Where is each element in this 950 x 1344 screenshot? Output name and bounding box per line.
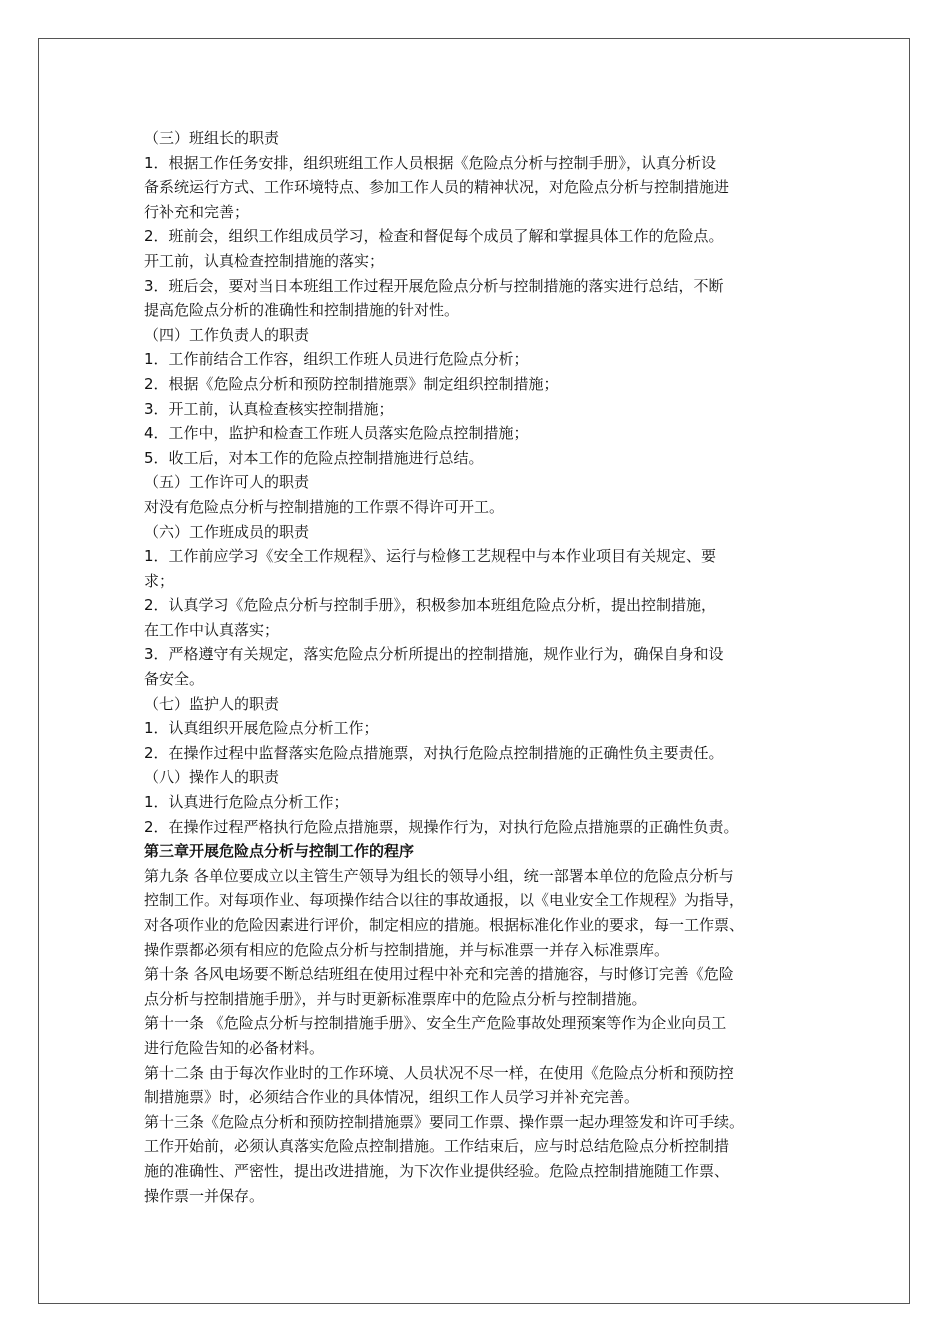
text-line: 第十条 各风电场要不断总结班组在使用过程中补充和完善的措施容，与时修订完善《危险: [144, 965, 734, 984]
section-heading: （五）工作许可人的职责: [144, 473, 310, 492]
section-heading: （七）监护人的职责: [144, 694, 280, 713]
text-line: 3．严格遵守有关规定，落实危险点分析所提出的控制措施，规作业行为，确保自身和设: [144, 645, 724, 664]
text-line: 第九条 各单位要成立以主管生产领导为组长的领导小组，统一部署本单位的危险点分析与: [144, 866, 734, 885]
text-line: 在工作中认真落实；: [144, 620, 280, 639]
text-line: 对各项作业的危险因素进行评价，制定相应的措施。根据标准化作业的要求，每一工作票、: [144, 916, 745, 934]
text-line: 施的准确性、严密性，提出改进措施，为下次作业提供经验。危险点控制措施随工作票、: [144, 1161, 730, 1180]
text-line: 对没有危险点分析与控制措施的工作票不得许可开工。: [144, 497, 505, 516]
section-heading: （八）操作人的职责: [144, 768, 280, 787]
text-line: 2．根据《危险点分析和预防控制措施票》制定组织控制措施；: [144, 374, 559, 393]
text-line: 求；: [144, 571, 175, 590]
text-line: 2．班前会，组织工作组成员学习，检查和督促每个成员了解和掌握具体工作的危险点。: [144, 227, 724, 246]
text-line: 进行危险告知的必备材料。: [144, 1038, 325, 1057]
text-line: 第十一条 《危险点分析与控制措施手册》、安全生产危险事故处理预案等作为企业向员工: [144, 1014, 727, 1033]
text-line: 2．在操作过程严格执行危险点措施票，规操作行为，对执行危险点措施票的正确性负责。: [144, 817, 739, 836]
text-line: 行补充和完善；: [144, 202, 250, 221]
text-line: 工作开始前，必须认真落实危险点控制措施。工作结束后，应与时总结危险点分析控制措: [144, 1137, 730, 1156]
text-line: 1．工作前应学习《安全工作规程》、运行与检修工艺规程中与本作业项目有关规定、要: [144, 547, 717, 566]
document-body: [144, 126, 820, 1208]
text-line: 1．工作前结合工作容，组织工作班人员进行危险点分析；: [144, 350, 529, 369]
text-line: 2．认真学习《危险点分析与控制手册》，积极参加本班组危险点分析，提出控制措施，: [144, 596, 717, 615]
text-line: 1．认真组织开展危险点分析工作；: [144, 719, 379, 738]
text-line: 4．工作中，监护和检查工作班人员落实危险点控制措施；: [144, 424, 529, 443]
section-heading: （三）班组长的职责: [144, 129, 280, 147]
text-line: 3．班后会，要对当日本班组工作过程开展危险点分析与控制措施的落实进行总结，不断: [144, 276, 724, 295]
text-line: 第十三条《危险点分析和预防控制措施票》要同工作票、操作票一起办理签发和许可手续。: [144, 1112, 745, 1131]
text-line: 操作票一并保存。: [144, 1186, 265, 1205]
text-line: 2．在操作过程中监督落实危险点措施票，对执行危险点控制措施的正确性负主要责任。: [144, 743, 724, 762]
text-line: 控制工作。对每项作业、每项操作结合以往的事故通报，以《电业安全工作规程》为指导，: [144, 891, 745, 910]
section-heading: （六）工作班成员的职责: [144, 522, 310, 541]
text-line: 1．根据工作任务安排，组织班组工作人员根据《危险点分析与控制手册》，认真分析设: [144, 153, 717, 172]
text-line: 开工前，认真检查控制措施的落实；: [144, 251, 385, 270]
text-line: 5．收工后，对本工作的危险点控制措施进行总结。: [144, 448, 484, 467]
text-line: 第十二条 由于每次作业时的工作环境、人员状况不尽一样，在使用《危险点分析和预防控: [144, 1063, 734, 1082]
text-line: 3．开工前，认真检查核实控制措施；: [144, 399, 394, 418]
text-line: 点分析与控制措施手册》，并与时更新标准票库中的危险点分析与控制措施。: [144, 989, 647, 1008]
text-line: 提高危险点分析的准确性和控制措施的针对性。: [144, 301, 460, 320]
text-line: 制措施票》时，必须结合作业的具体情况，组织工作人员学习并补充完善。: [144, 1088, 640, 1107]
text-line: 备安全。: [144, 670, 205, 689]
text-line: 操作票都必须有相应的危险点分析与控制措施，并与标准票一并存入标准票库。: [144, 940, 670, 959]
section-heading: （四）工作负责人的职责: [144, 325, 310, 344]
chapter-heading: 第三章开展危险点分析与控制工作的程序: [144, 842, 415, 861]
text-line: 备系统运行方式、工作环境特点、参加工作人员的精神状况，对危险点分析与控制措施进: [144, 178, 730, 197]
text-line: 1．认真进行危险点分析工作；: [144, 793, 349, 812]
